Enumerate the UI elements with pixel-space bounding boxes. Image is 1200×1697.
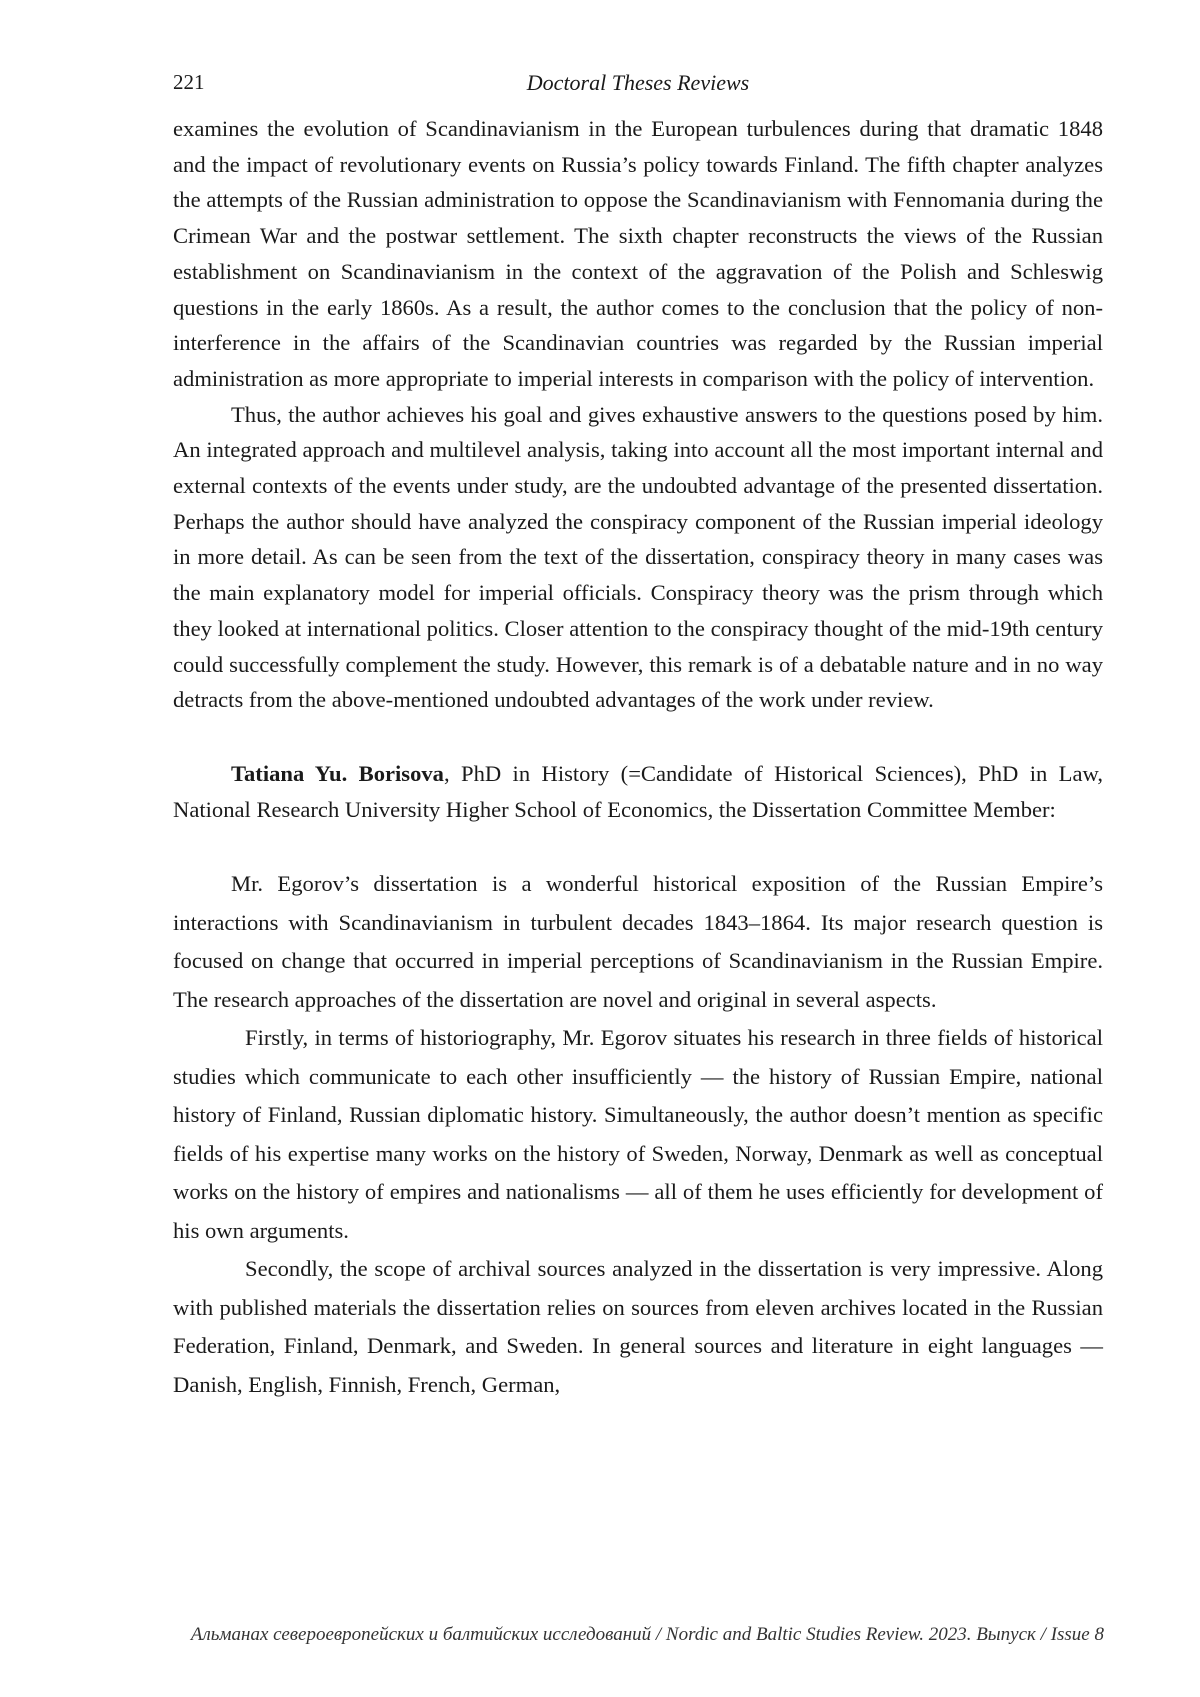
paragraph-conclusion-remarks: Thus, the author achieves his goal and gives exhaustive answers to the questions posed by him. An integrated approach and multilevel analysis, taking into account all the most important internal and external contexts of the events under study, are the undoubted advantage of the presented dissertation. Perhaps the author should have analyzed the conspiracy component of the Russian imperial ideology in more detail. As can be seen from the text of the dissertation, conspiracy theory in many cases was the main explanatory model for imperial officials. Conspiracy theory was the prism through which they looked at international politics. Closer attention to the conspiracy thought of the mid-19th century could successfully complement the study. However, this remark is of a debatable nature and in no way detracts from the above-mentioned undoubted advantages of the work under review. bbox=[173, 401, 1103, 713]
reviewer-credentials: , PhD in History (=Candidate of Historical Sciences), PhD in Law, National Research University Higher School of Economics, the Dissertation Committee Member: bbox=[173, 760, 1103, 822]
paragraph-chapters-summary: examines the evolution of Scandinavianism in the European turbulences during that dramatic 1848 and the impact of revolutionary events on Russia’s policy towards Finland. The fifth chapter analyzes the attempts of the Russian administration to oppose the Scandinavianism with Fennomania during the Crimean War and the postwar settlement. The sixth chapter reconstructs the views of the Russian establishment on Scandinavianism in the context of the aggravation of the Polish and Schleswig questions in the early 1860s. As a result, the author comes to the conclusion that the policy of non-interference in the affairs of the Scandinavian countries was regarded by the Russian imperial administration as more appropriate to imperial interests in comparison with the policy of intervention. bbox=[173, 116, 1103, 391]
running-title: Doctoral Theses Reviews bbox=[526, 70, 750, 95]
review-section bbox=[173, 865, 1103, 1404]
paragraph-historiography: Firstly, in terms of historiography, Mr. Egorov situates his research in three fields of historical studies which communicate to each other insufficiently — the history of Russian Empire, national history of Finland, Russian diplomatic history. Simultaneously, the author doesn’t mention as specific fields of his expertise many works on the history of Sweden, Norway, Denmark as well as conceptual works on the history of empires and nationalisms — all of them he uses efficiently for development of his own arguments. bbox=[173, 1025, 1103, 1243]
page-header bbox=[173, 70, 1103, 102]
page-footer: Альманах североевропейских и балтийских исследований / Nordic and Baltic Studies Review. 2023. Выпуск / Issue 8 bbox=[190, 1624, 1104, 1645]
body-text bbox=[173, 111, 1103, 1404]
paragraph-sources: Secondly, the scope of archival sources analyzed in the dissertation is very impressive. Along with published materials the dissertation relies on sources from eleven archives located in the Russian Federation, Finland, Denmark, and Sweden. In general sources and literature in eight languages — Danish, English, Finnish, French, German, bbox=[173, 1256, 1103, 1397]
paragraph-review-intro: Mr. Egorov’s dissertation is a wonderful historical exposition of the Russian Empire’s interactions with Scandinavianism in turbulent decades 1843–1864. Its major research question is focused on change that occurred in imperial perceptions of Scandinavianism in the Russian Empire. The research approaches of the dissertation are novel and original in several aspects. bbox=[173, 871, 1103, 1012]
reviewer-name: Tatiana Yu. Borisova bbox=[231, 760, 444, 786]
reviewer-heading bbox=[173, 756, 1103, 827]
page-number: 221 bbox=[173, 70, 205, 94]
